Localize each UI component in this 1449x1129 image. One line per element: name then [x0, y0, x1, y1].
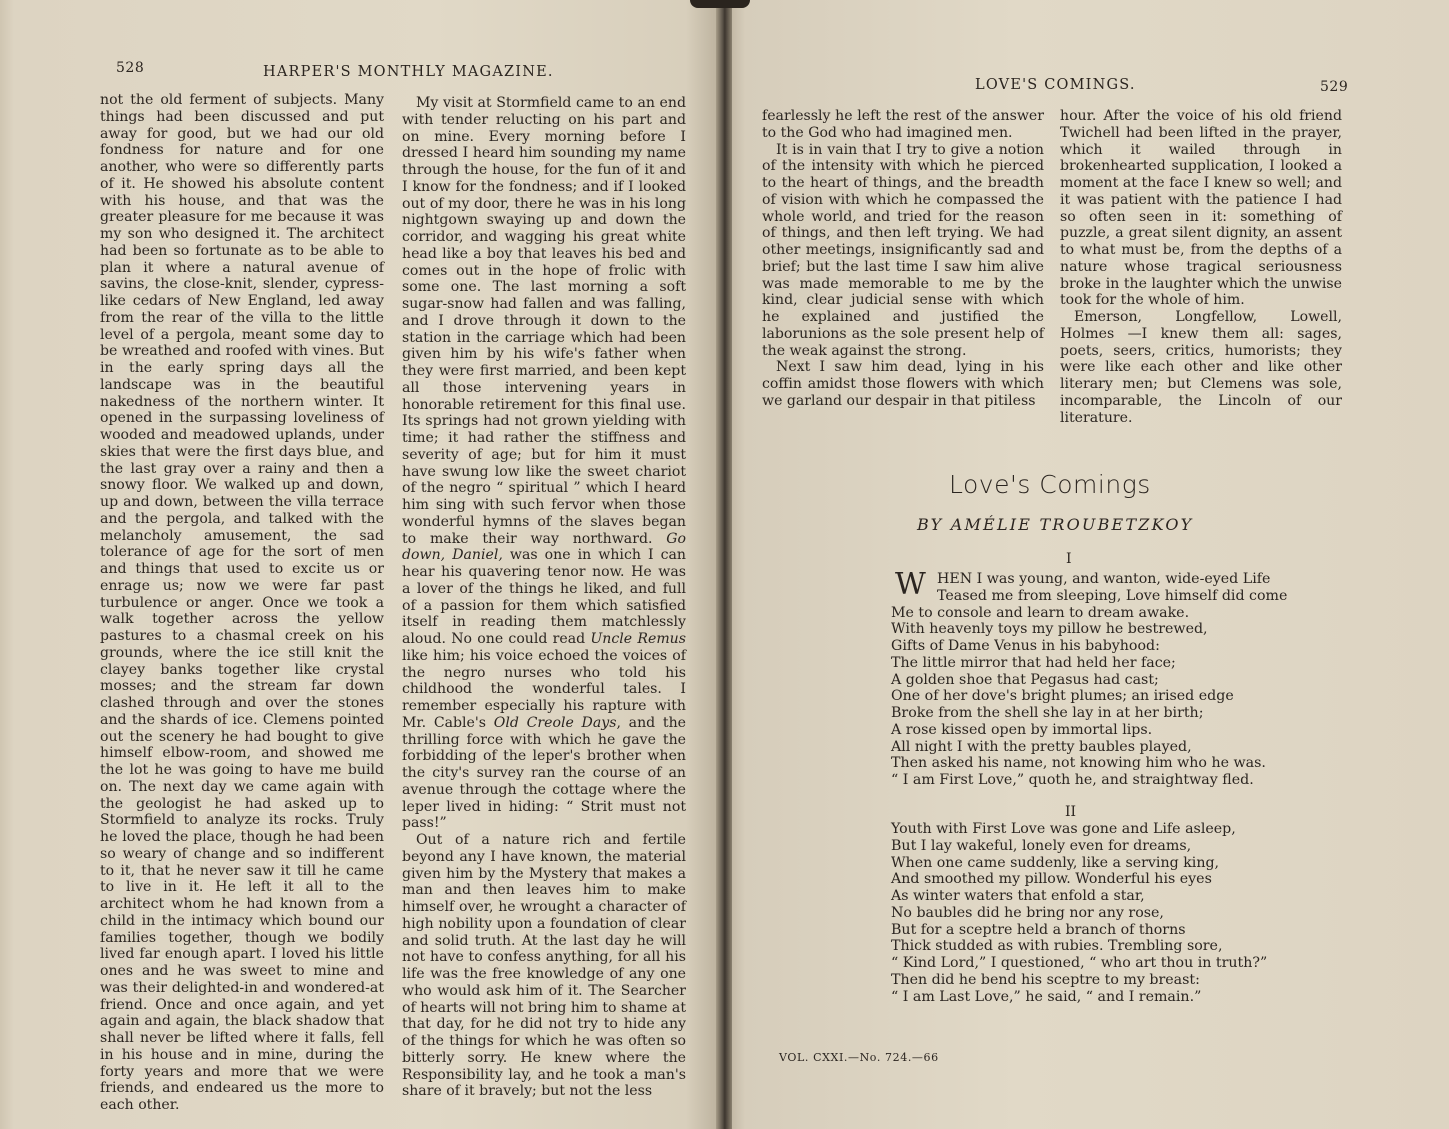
- right-page: [727, 0, 1449, 1129]
- poem-line: Me to console and learn to dream awake.: [891, 604, 1190, 621]
- italic-title: Go down, Daniel,: [402, 530, 687, 564]
- poem-line: Thick studded as with rubies. Trembling sore,: [891, 938, 1223, 955]
- poem-line: Teased me from sleeping, Love himself did come: [937, 587, 1288, 604]
- poem-line: When one came suddenly, like a serving king,: [891, 854, 1220, 871]
- paragraph: not the old ferment of subjects. Many things had been discussed and put away for good, but we had our old fondness for nature and for one another, who were so differently parts of it. He showed his absolute content with his house, and that was the greater pleasure for me because it was my son who designed it. The architect had been so fortunate as to be able to plan it where a natural avenue of savins, the close-knit, slender, cypress-like cedars of New England, led away from the rear of the villa to the little level of a pergola, meant some day to be wreathed and roofed with vines. But in the early spring days all the landscape was in the beautiful nakedness of the northern winter. It opened in the surpassing loveliness of wooded and meadowed uplands, under skies that were the first days blue, and the last gray over a rainy and then a snowy floor. We walked up and down, up and down, between the villa terrace and the pergola, and talked with the melancholy amusement, the sad tolerance of age for the sort of men and things that used to excite us or enrage us; now we were far past turbulence or anger. Once we took a walk together across the yellow pastures to a chasmal creek on his grounds, where the ice still knit the clayey banks together like crystal mosses; and the stream far down clashed through and over the stones and the shards of ice. Clemens pointed out the scenery he had bought to give himself elbow-room, and showed me the lot he was going to have me build on. The next day we came again with the geologist he had asked up to Stormfield to analyze its rocks. Truly he loved the place, though he had been so weary of change and so indifferent to it, that he never saw it till he came to live in it. He left it all to the architect whom he had known from a child in the intimacy which bound our families together, though we bodily lived far enough apart. I loved his little ones and he was sweet to mine and was their delighted-in and wondered-at friend. Once and once again, and yet again and again, the black shadow that shall never be lifted where it falls, fell in his house and in mine, during the forty years and more that we were friends, and endeared us the more to each other.: [100, 92, 384, 1113]
- column-2: [1060, 108, 1342, 426]
- poem-author: BY AMÉLIE TROUBETZKOY: [917, 515, 1194, 534]
- poem-line: Then did he bend his sceptre to my breast:: [891, 971, 1200, 988]
- paragraph: fearlessly he left the rest of the answer to the God who had imagined men.: [762, 108, 1044, 141]
- poem-line: “ I am First Love,” quoth he, and straightway fled.: [891, 772, 1254, 788]
- column-2: [402, 95, 686, 1100]
- page-number: 529: [1320, 79, 1349, 95]
- signature-mark: VOL. CXXI.—No. 724.—66: [779, 1051, 939, 1064]
- poem-line: Broke from the shell she lay in at her birth;: [891, 705, 1204, 721]
- paragraph: My visit at Stormfield came to an end with tender relucting on his part and on mine. Every morning before I dressed I heard him sounding my name through the house, for the fun of it and I know for the fondness; and if I looked out of my door, there he was in his long nightgown swaying up and down the corridor, and wagging his great white head like a boy that leaves his bed and comes out in the hope of frolic with some one. The last morning a soft sugar-snow had fallen and was falling, and I drove through it down to the station in the carriage which had been given him by his wife's father when they were first married, and been kept all those intervening years in honorable retirement for this final use. Its springs had not grown yielding with time; it had rather the stiffness and severity of age; but for him it must have swung low like the sweet chariot of the negro “ spiritual ” which I heard him sing with such fervor when those wonderful hymns of the slaves began to make their way northward. Go down, Daniel, was one in which I can hear his quavering tenor now. He was a lover of the things he liked, and full of a passion for them which satisfied itself in reading them matchlessly aloud. No one could read Uncle Remus like him; his voice echoed the voices of the negro nurses who told his childhood the wonderful tales. I remember especially his rapture with Mr. Cable's Old Creole Days, and the thrilling force with which he gave the forbidding of the leper's brother when the city's survey ran the course of an avenue through the cottage where the leper lived in hiding: “ Strit must not pass!”: [402, 95, 687, 832]
- paragraph: hour. After the voice of his old friend Twichell had been lifted in the prayer, which it wailed through in brokenhearted supplication, I looked a moment at the face I knew so well; and it was patient with the patience I had so often seen in it: something of puzzle, a great silent dignity, an assent to what must be, from the depths of a nature whose tragical seriousness broke in the laughter which the unwise took for the whole of him.: [1060, 108, 1342, 309]
- poem-line: One of her dove's bright plumes; an irised edge: [891, 688, 1234, 705]
- poem-line: The little mirror that had held her face;: [891, 654, 1176, 671]
- column-1: [762, 108, 1044, 410]
- spine-shadow: [690, 0, 750, 8]
- poem-line: A golden shoe that Pegasus had cast;: [891, 671, 1159, 688]
- poem-line: With heavenly toys my pillow he bestrewed,: [891, 621, 1208, 638]
- paragraph: It is in vain that I try to give a notion of the intensity with which he pierced to the heart of things, and the breadth of vision with which he compassed the whole world, and tried for the reason of things, and then left trying. We had other meetings, insignificantly sad and brief; but the last time I saw him alive was made memorable to me by the kind, clear judicial sense with which he explained and justified the laborunions as the sole present help of the weak against the strong.: [762, 141, 1044, 359]
- poem-line: Gifts of Dame Venus in his babyhood:: [891, 638, 1160, 654]
- poem-line: “ Kind Lord,” I questioned, “ who art thou in truth?”: [891, 955, 1268, 971]
- poem-line: No baubles did he bring nor any rose,: [891, 904, 1164, 921]
- poem-line: “ I am Last Love,” he said, “ and I remain.”: [891, 988, 1202, 1005]
- left-page: [0, 0, 722, 1129]
- paragraph: Out of a nature rich and fertile beyond any I have known, the material given him by the Mystery that makes a man and then leaves him to make himself over, he wrought a character of high nobility upon a foundation of clear and solid truth. At the last day he will not have to confess anything, for all his life was the free knowledge of any one who would ask him of it. The Searcher of hearts will not bring him to shame at that day, for he did not try to hide any of the things for which he was often so bitterly sorry. He knew where the Responsibility lay, and he took a man's share of it bravely; but not the less: [402, 832, 686, 1100]
- stanza-numeral: II: [1065, 804, 1077, 820]
- stanza-1: [891, 567, 1288, 789]
- poem-line: A rose kissed open by immortal lips.: [891, 721, 1153, 738]
- poem-line: But I lay wakeful, lonely even for dreams,: [891, 837, 1192, 854]
- poem-line: HEN I was young, and wanton, wide-eyed Life: [937, 571, 1271, 587]
- stanza-2: [891, 821, 1267, 1005]
- italic-title: Uncle Remus: [590, 631, 686, 647]
- running-head: LOVE'S COMINGS.: [975, 77, 1136, 93]
- poem-line: But for a sceptre held a branch of thorns: [891, 921, 1186, 938]
- paragraph: Next I saw him dead, lying in his coffin amidst those flowers with which we garland our despair in that pitiless: [762, 359, 1044, 409]
- book-gutter: [716, 0, 732, 1129]
- poem-line: And smoothed my pillow. Wonderful his eyes: [891, 871, 1212, 888]
- italic-title: Old Creole Days: [493, 714, 617, 731]
- drop-cap: W: [895, 567, 926, 602]
- poem-line: Youth with First Love was gone and Life asleep,: [891, 821, 1236, 837]
- poem-line: All night I with the pretty baubles played,: [891, 738, 1192, 755]
- poem-title: Love's Comings: [949, 470, 1151, 499]
- column-1: [100, 92, 384, 1114]
- poem-line: As winter waters that enfold a star,: [891, 888, 1145, 904]
- stanza-numeral: I: [1066, 551, 1072, 567]
- poem-line: Then asked his name, not knowing him who he was.: [891, 755, 1266, 772]
- running-head: HARPER'S MONTHLY MAGAZINE.: [263, 64, 554, 80]
- paragraph: Emerson, Longfellow, Lowell, Holmes —I knew them all: sages, poets, seers, critics, humorists; they were like each other and like other literary men; but Clemens was sole, incomparable, the Lincoln of our literature.: [1060, 309, 1342, 426]
- page-number: 528: [116, 60, 145, 76]
